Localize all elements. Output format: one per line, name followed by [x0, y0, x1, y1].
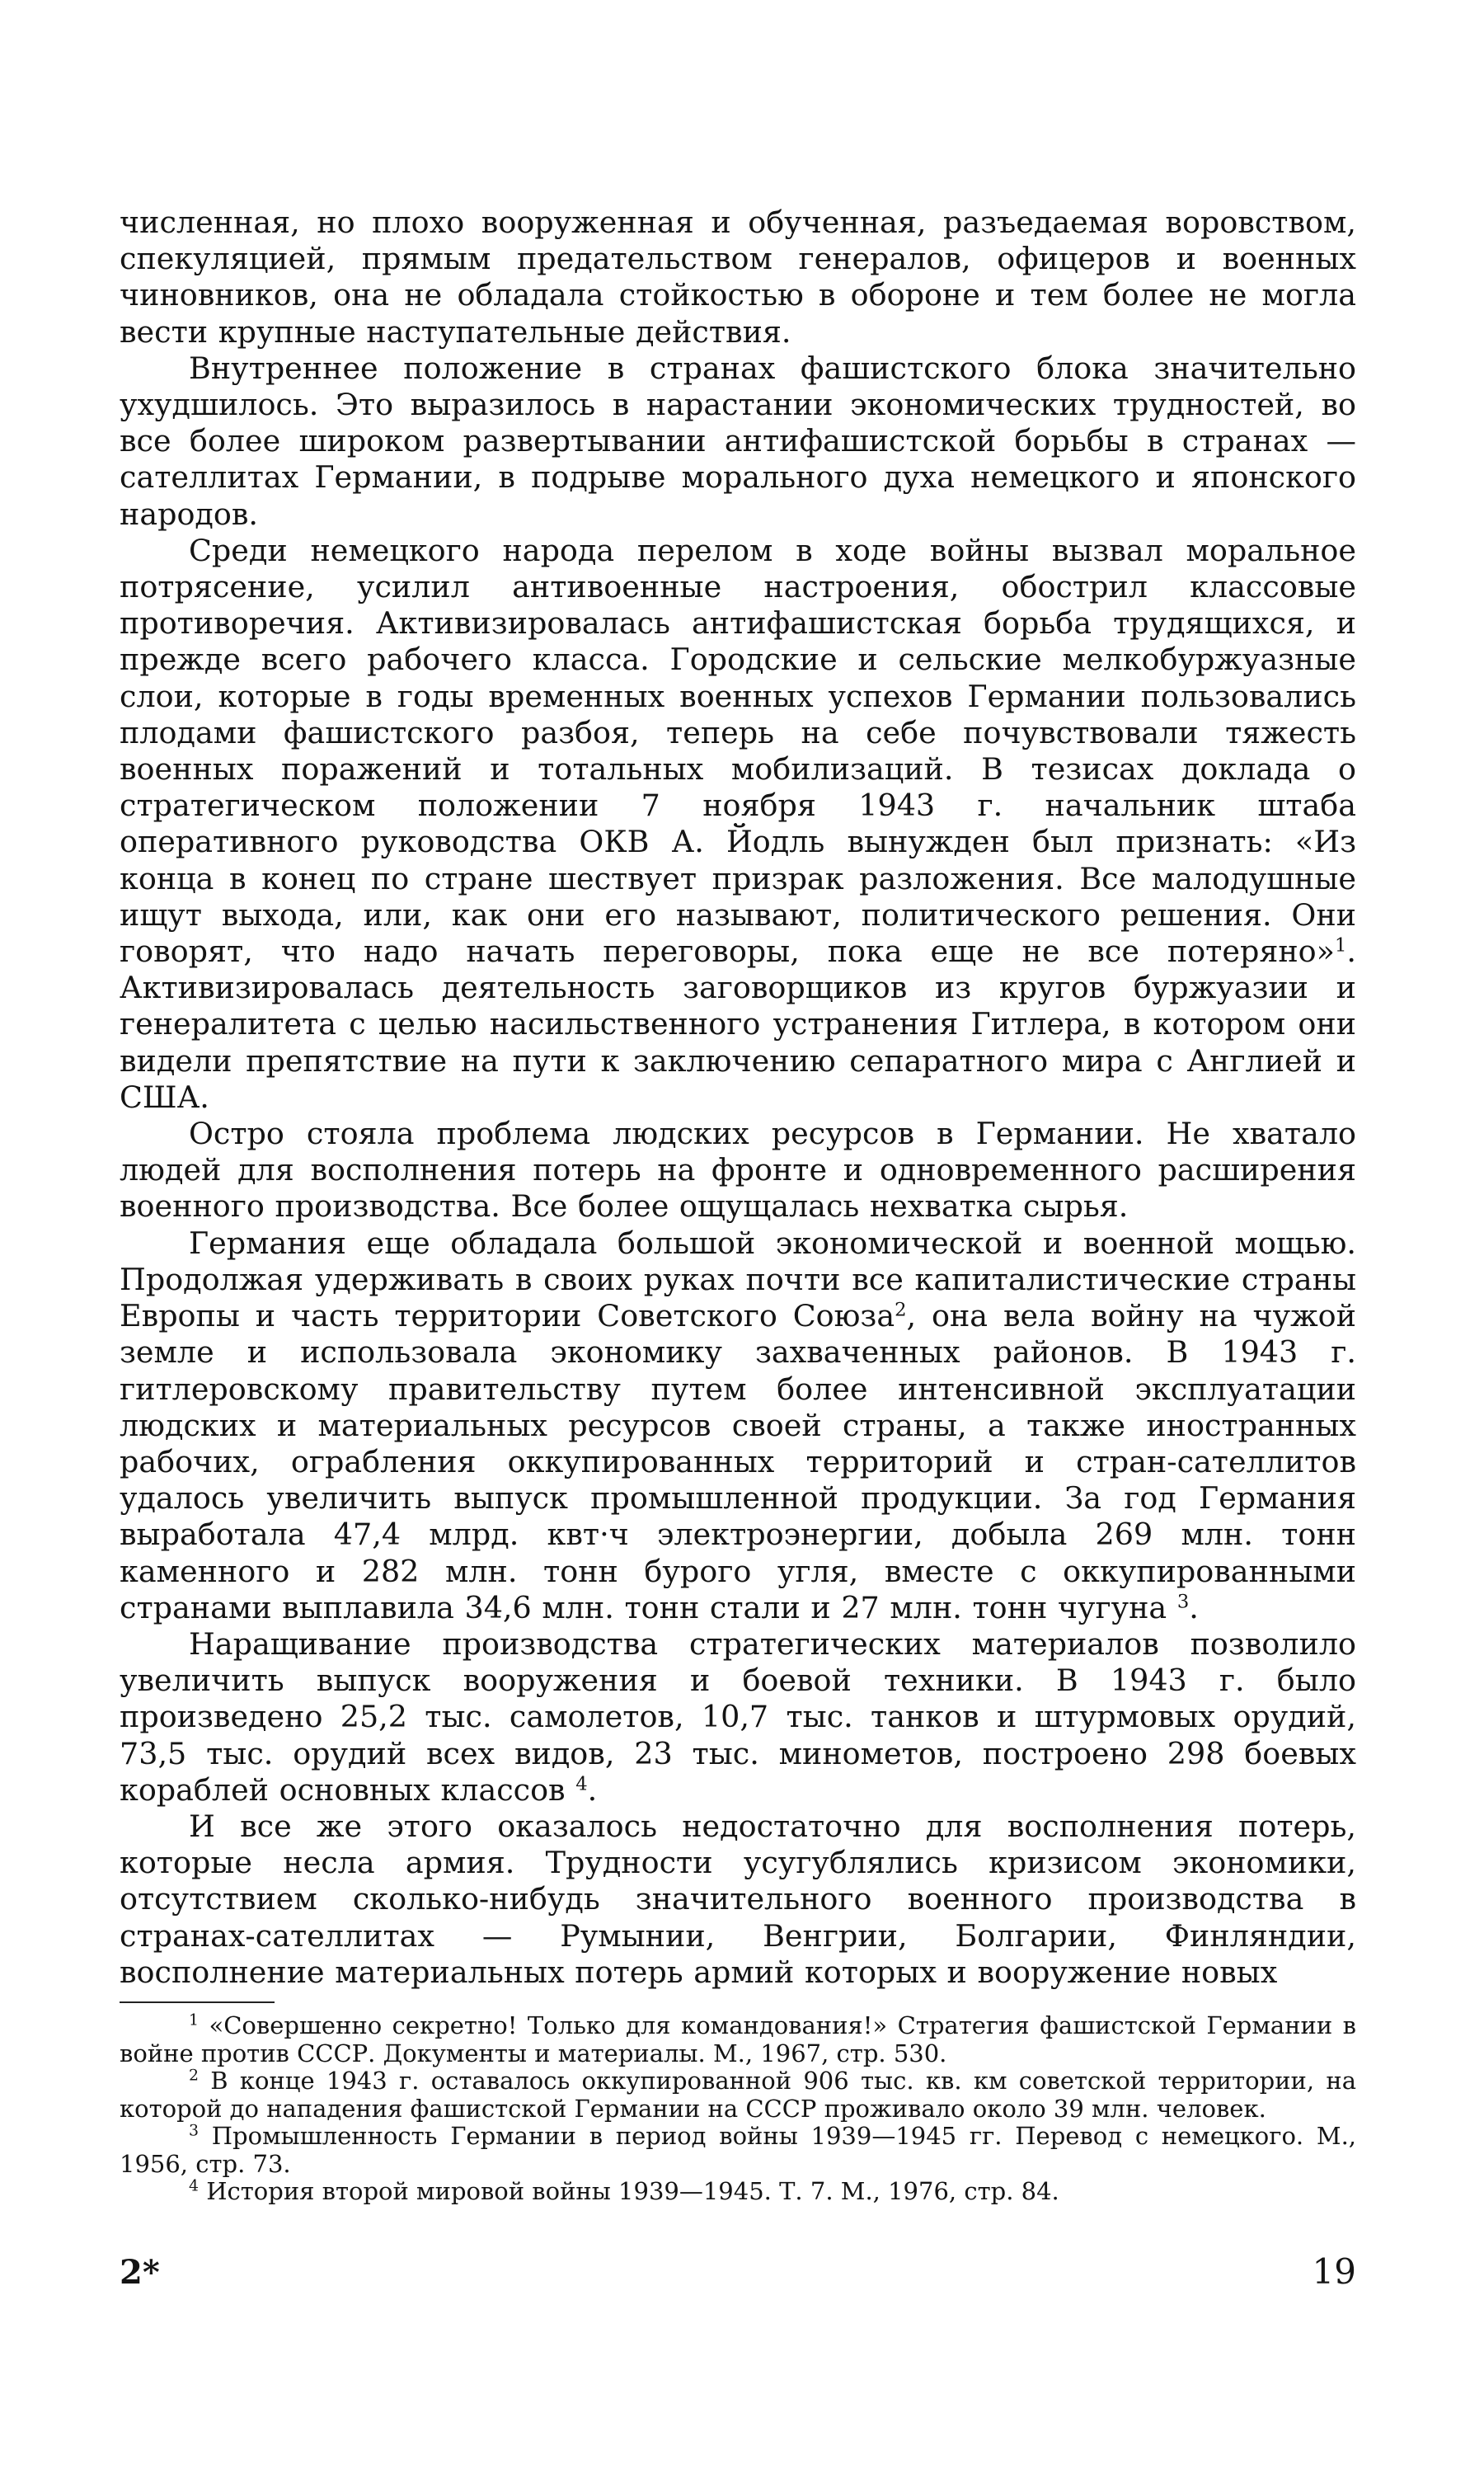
footnote-marker: 4 [189, 2177, 199, 2195]
paragraph-2-text: Внутреннее положение в странах фашистского блока значительно ухудшилось. Это выразилось в нарастании экономических трудностей, во все более широком развертывании антифашистской борьбы в странах — сателлитах Германии, в подрыве морального духа немецкого и японского народов. [120, 350, 1356, 532]
footnote-marker: 2 [189, 2067, 199, 2085]
paragraph-7-text: И все же этого оказалось недостаточно для восполнения потерь, которые несла армия. Трудности усугублялись кризисом экономики, отсутствием сколько-нибудь значительного военного производства в странах-сателлитах — Румынии, Венгрии, Болгарии, Финляндии, восполнение материальных потерь армий которых и вооружение новых [120, 1808, 1356, 1990]
footnote-ref-2[interactable]: 2 [895, 1299, 907, 1321]
footnote-ref-3[interactable]: 3 [1176, 1591, 1190, 1613]
footnote-marker: 3 [189, 2122, 199, 2140]
paragraph-6-text: Наращивание производства стратегических материалов позволило увеличить выпуск вооружения и боевой техники. В 1943 г. было произведено 25,2 тыс. самолетов, 10,7 тыс. танков и штурмовых орудий, 73,5 тыс. орудий всех видов, 23 тыс. минометов, построено 298 боевых кораблей основных классов [120, 1625, 1356, 1808]
paragraph-7 [120, 1808, 1356, 1991]
footnote-text: В конце 1943 г. оставалось оккупированной 906 тыс. кв. км советской территории, на которой до нападения фашистской Германии на СССР проживало около 39 млн. человек. [120, 2067, 1356, 2123]
footnote-4 [120, 2178, 1356, 2206]
signature-mark: 2* [120, 2253, 160, 2292]
paragraph-6-end: . [587, 1771, 598, 1808]
footnote-3 [120, 2123, 1356, 2178]
footnotes [120, 2012, 1356, 2206]
paragraph-1 [120, 205, 1356, 350]
paragraph-1-text: численная, но плохо вооруженная и обученная, разъедаемая воровством, спекуляцией, прямым предательством генералов, офицеров и военных чиновников, она не обладала стойкостью в обороне и тем более не могла вести крупные наступательные действия. [120, 205, 1356, 350]
footnote-ref-1[interactable]: 1 [1334, 934, 1347, 957]
paragraph-5-end: . [1189, 1589, 1199, 1625]
main-text [120, 205, 1356, 1991]
footnote-2 [120, 2067, 1356, 2123]
paragraph-3-text: Среди немецкого народа перелом в ходе войны вызвал моральное потрясение, усилил антивоенные настроения, обострил классовые противоречия. Активизировалась антифашистская борьба трудящихся, и прежде всего рабочего класса. Городские и сельские мелкобуржуазные слои, которые в годы временных военных успехов Германии пользовались плодами фашистского разбоя, теперь на себе почувствовали тяжесть военных поражений и тотальных мобилизаций. В тезисах доклада о стратегическом положении 7 ноября 1943 г. начальник штаба оперативного руководства ОКВ А. Йодль вынужден был признать: «Из конца в конец по стране шествует призрак разложения. Все малодушные ищут выхода, или, как они его называют, политического решения. Они говорят, что надо начать переговоры, пока еще не все потеряно» [120, 532, 1356, 970]
paragraph-6 [120, 1626, 1356, 1808]
paragraph-5 [120, 1225, 1356, 1626]
footnote-marker: 1 [189, 2011, 199, 2030]
paragraph-3 [120, 533, 1356, 1116]
footnote-text: Промышленность Германии в период войны 1939—1945 гг. Перевод с немецкого. М., 1956, стр. 73. [120, 2122, 1357, 2178]
footnote-text: История второй мировой войны 1939—1945. Т. 7. М., 1976, стр. 84. [206, 2177, 1059, 2205]
paragraph-4 [120, 1116, 1356, 1225]
footnote-divider [120, 2001, 275, 2003]
paragraph-5-text: Германия еще обладала большой экономической и военной мощью. Продолжая удерживать в своих руках почти все капиталистические страны Европы и часть территории Советского Союза [120, 1225, 1356, 1334]
paragraph-4-text: Остро стояла проблема людских ресурсов в Германии. Не хватало людей для восполнения потерь на фронте и одновременного расширения военного производства. Все более ощущалась нехватка сырья. [120, 1116, 1356, 1225]
paragraph-2 [120, 350, 1356, 533]
page-number: 19 [1312, 2251, 1356, 2292]
footnote-ref-4[interactable]: 4 [575, 1773, 588, 1795]
paragraph-3-text-cont: . Активизировалась деятельность заговорщиков из кругов буржуазии и генералитета с целью насильственного устранения Гитлера, в котором они видели препятствие на пути к заключению сепаратного мира с Англией и США. [120, 934, 1356, 1115]
footnote-1 [120, 2012, 1356, 2067]
paragraph-5-text-cont: , она вела войну на чужой земле и использовала экономику захваченных районов. В 1943 г. гитлеровскому правительству путем более интенсивной эксплуатации людских и материальных ресурсов своей страны, а также иностранных рабочих, ограбления оккупированных территорий и стран-сателлитов удалось увеличить выпуск промышленной продукции. За год Германия выработала 47,4 млрд. квт·ч электроэнергии, добыла 269 млн. тонн каменного и 282 млн. тонн бурого угля, вместе с оккупированными странами выплавила 34,6 млн. тонн стали и 27 млн. тонн чугуна [120, 1298, 1356, 1625]
footnote-text: «Совершенно секретно! Только для командования!» Стратегия фашистской Германии в войне против СССР. Документы и материалы. М., 1967, стр. 530. [120, 2011, 1357, 2067]
